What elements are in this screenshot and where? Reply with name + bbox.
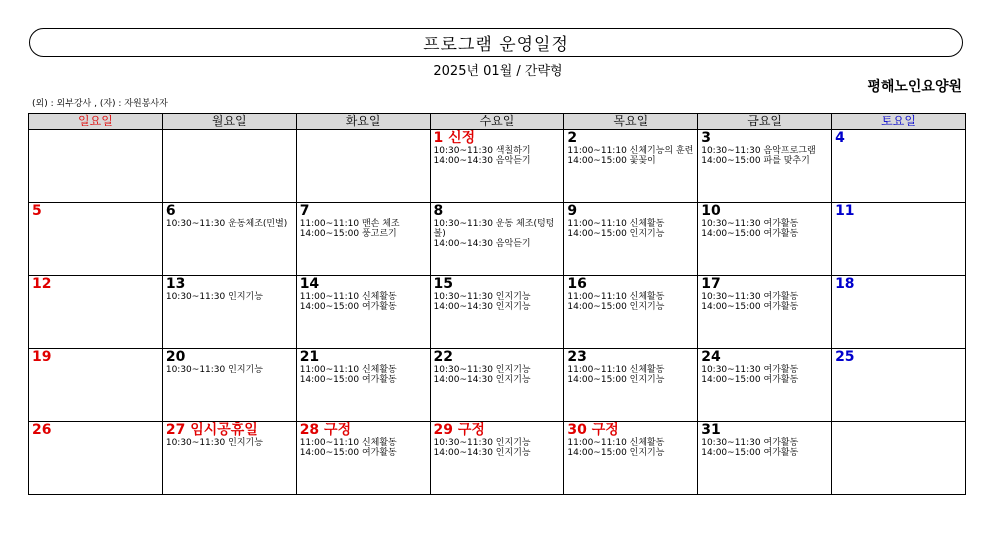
schedule-item: 14:00~15:00 여가활동 xyxy=(701,448,799,458)
day-number: 10 xyxy=(701,203,721,219)
day-cell xyxy=(162,276,296,349)
schedule-item: 11:00~11:10 신체활동 xyxy=(299,365,397,375)
schedule-item: 11:00~11:10 신체활동 xyxy=(567,219,665,229)
schedule-item: 10:30~11:30 색칠하기 xyxy=(433,146,531,156)
day-cell xyxy=(564,349,698,422)
week-row xyxy=(29,130,966,203)
schedule-item: 14:00~15:00 파를 맞추기 xyxy=(701,156,810,166)
day-cell xyxy=(430,349,564,422)
day-number: 2 xyxy=(567,130,578,146)
day-cell xyxy=(430,276,564,349)
day-cell xyxy=(162,130,296,203)
weekday-header: 토요일 xyxy=(832,114,966,130)
day-number: 20 xyxy=(165,349,186,365)
day-cell xyxy=(29,422,163,495)
day-cell xyxy=(698,203,832,276)
schedule-item: 14:00~15:00 꽃꽂이 xyxy=(567,156,656,166)
day-cell xyxy=(698,422,832,495)
day-cell xyxy=(698,349,832,422)
weekday-header: 금요일 xyxy=(698,114,832,130)
day-number: 26 xyxy=(32,422,52,438)
week-row xyxy=(29,203,966,276)
day-number: 8 xyxy=(433,203,444,219)
weekday-header: 수요일 xyxy=(430,114,564,130)
day-number: 9 xyxy=(567,203,578,219)
schedule-item: 14:00~15:00 인지기능 xyxy=(567,302,665,312)
day-number: 28 구정 xyxy=(299,422,352,438)
schedule-item: 14:00~15:00 여가활동 xyxy=(299,448,397,458)
day-cell xyxy=(430,422,564,495)
schedule-item: 10:30~11:30 인지기능 xyxy=(433,438,531,448)
week-row xyxy=(29,276,966,349)
calendar-body xyxy=(29,130,966,495)
day-number: 27 임시공휴일 xyxy=(165,422,258,438)
organization-name: 평해노인요양원 xyxy=(867,79,962,95)
schedule-item: 10:30~11:30 여가활동 xyxy=(701,292,799,302)
day-number: 12 xyxy=(32,276,52,292)
day-number: 29 구정 xyxy=(433,422,485,438)
day-cell xyxy=(430,203,564,276)
schedule-item: 11:00~11:10 신체활동 xyxy=(299,438,397,448)
day-number: 14 xyxy=(299,276,320,292)
schedule-item: 11:00~11:10 맨손 체조 xyxy=(299,219,400,229)
day-number: 25 xyxy=(835,349,855,365)
day-cell xyxy=(296,422,430,495)
day-number: 24 xyxy=(701,349,721,365)
page-title: 프로그램 운영일정 xyxy=(423,35,569,55)
schedule-item: 10:30~11:30 인지기능 xyxy=(433,365,531,375)
schedule-item: 11:00~11:10 신체활동 xyxy=(567,438,665,448)
week-row xyxy=(29,422,966,495)
schedule-item: 11:00~11:10 신체기능의 훈련 xyxy=(567,146,694,156)
day-number: 13 xyxy=(165,276,186,292)
day-number: 30 구정 xyxy=(567,422,619,438)
schedule-item: 10:30~11:30 여가활동 xyxy=(701,219,799,229)
title-banner xyxy=(29,28,963,57)
day-number: 1 신정 xyxy=(433,130,476,146)
day-cell xyxy=(832,349,966,422)
schedule-item: 10:30~11:30 인지기능 xyxy=(165,438,263,448)
schedule-item: 10:30~11:30 인지기능 xyxy=(165,365,263,375)
day-number: 17 xyxy=(701,276,721,292)
day-cell xyxy=(698,130,832,203)
day-cell xyxy=(29,276,163,349)
day-cell xyxy=(564,276,698,349)
schedule-item: 14:00~15:00 여가활동 xyxy=(299,375,397,385)
schedule-item: 10:30~11:30 여가활동 xyxy=(701,365,799,375)
schedule-item: 11:00~11:10 신체활동 xyxy=(567,365,665,375)
calendar-table xyxy=(28,113,966,495)
day-cell xyxy=(832,130,966,203)
schedule-item: 14:00~14:30 음악듣기 xyxy=(433,156,531,166)
weekday-header: 월요일 xyxy=(162,114,296,130)
schedule-item: 14:00~15:00 인지기능 xyxy=(567,375,665,385)
day-number: 21 xyxy=(299,349,320,365)
day-cell xyxy=(430,130,564,203)
weekday-header: 목요일 xyxy=(564,114,698,130)
day-number: 6 xyxy=(165,203,176,219)
day-number: 31 xyxy=(701,422,721,438)
schedule-item: 14:00~15:00 여가활동 xyxy=(299,302,397,312)
day-cell xyxy=(832,203,966,276)
day-cell xyxy=(29,349,163,422)
schedule-item: 11:00~11:10 신체활동 xyxy=(567,292,665,302)
day-cell xyxy=(832,422,966,495)
day-cell xyxy=(29,203,163,276)
week-row xyxy=(29,349,966,422)
day-number: 5 xyxy=(32,203,42,219)
schedule-item: 14:00~14:30 인지기능 xyxy=(433,375,531,385)
page-subtitle: 2025년 01월 / 간략형 xyxy=(433,64,563,79)
day-number: 19 xyxy=(32,349,52,365)
day-number: 15 xyxy=(433,276,454,292)
schedule-item: 10:30~11:30 여가활동 xyxy=(701,438,799,448)
day-number: 22 xyxy=(433,349,454,365)
weekday-header: 화요일 xyxy=(296,114,430,130)
day-cell xyxy=(162,349,296,422)
schedule-item: 14:00~15:00 인지기능 xyxy=(567,448,665,458)
schedule-item: 14:00~15:00 여가활동 xyxy=(701,375,799,385)
day-cell xyxy=(698,276,832,349)
day-number: 23 xyxy=(567,349,587,365)
day-number: 11 xyxy=(835,203,855,219)
schedule-item: 14:00~15:00 여가활동 xyxy=(701,229,799,239)
day-cell xyxy=(296,203,430,276)
schedule-item: 11:00~11:10 신체활동 xyxy=(299,292,397,302)
schedule-item: 14:00~14:30 음악듣기 xyxy=(433,239,531,249)
legend-note: (외) : 외부강사 , (자) : 자원봉사자 xyxy=(32,99,168,109)
day-number: 16 xyxy=(567,276,587,292)
schedule-item: 10:30~11:30 음악프로그램 xyxy=(701,146,816,156)
day-cell xyxy=(162,422,296,495)
schedule-item: 10:30~11:30 인지기능 xyxy=(433,292,531,302)
schedule-item: 14:00~14:30 인지기능 xyxy=(433,448,531,458)
schedule-item: 10:30~11:30 인지기능 xyxy=(165,292,263,302)
weekday-header-row xyxy=(29,114,966,130)
schedule-item: 14:00~14:30 인지기능 xyxy=(433,302,531,312)
schedule-item: 10:30~11:30 운동 체조(텅텅볼) xyxy=(433,219,555,239)
day-cell xyxy=(564,422,698,495)
day-number: 18 xyxy=(835,276,855,292)
schedule-item: 10:30~11:30 운동체조(민별) xyxy=(165,219,288,229)
day-cell xyxy=(296,276,430,349)
day-number: 3 xyxy=(701,130,711,146)
weekday-header: 일요일 xyxy=(29,114,163,130)
schedule-item: 14:00~15:00 풍고르기 xyxy=(299,229,397,239)
day-cell xyxy=(564,203,698,276)
day-cell xyxy=(162,203,296,276)
day-cell xyxy=(832,276,966,349)
day-cell xyxy=(564,130,698,203)
day-cell xyxy=(296,349,430,422)
schedule-item: 14:00~15:00 인지기능 xyxy=(567,229,665,239)
day-cell xyxy=(296,130,430,203)
day-cell xyxy=(29,130,163,203)
schedule-item: 14:00~15:00 여가활동 xyxy=(701,302,799,312)
day-number: 4 xyxy=(835,130,845,146)
day-number: 7 xyxy=(299,203,310,219)
